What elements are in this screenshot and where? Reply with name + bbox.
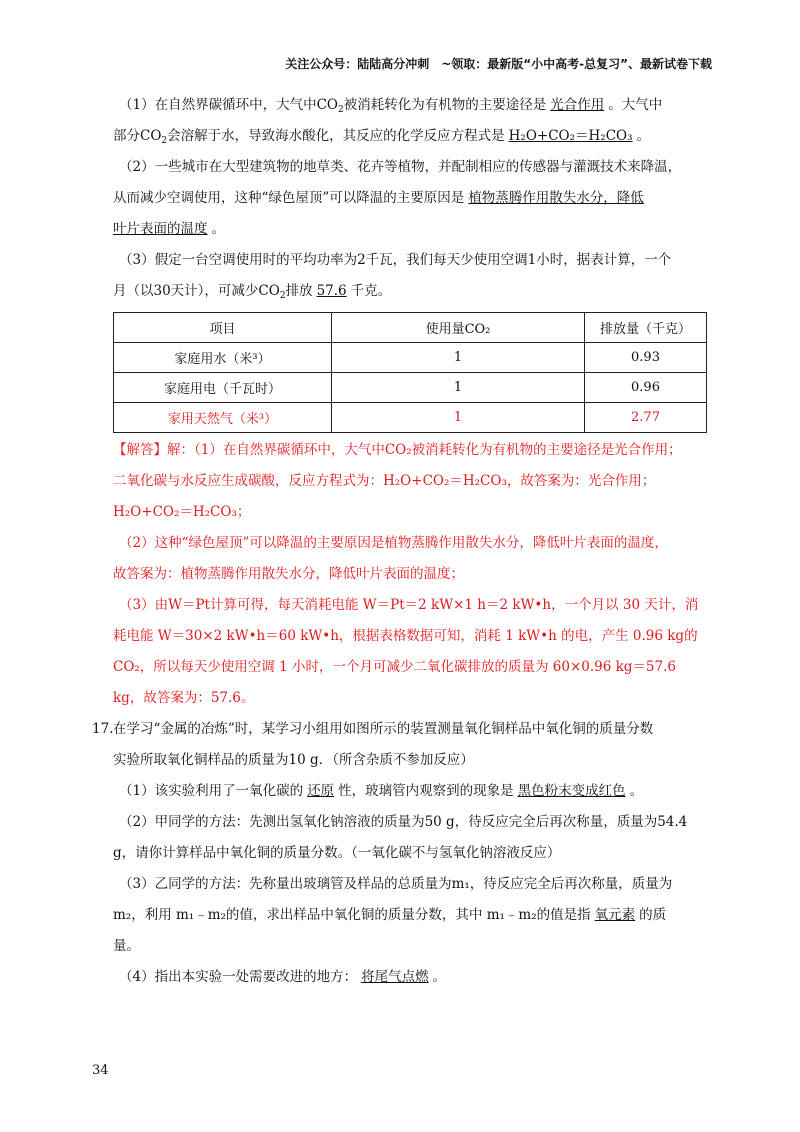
- answer-line: kg，故答案为：57.6。: [113, 690, 255, 706]
- q16-part2-line1: （2）一些城市在大型建筑物的地草类、花卉等植物，并配制相应的传感器与灌溉技术来降温，: [119, 159, 682, 175]
- table-cell: 1: [332, 343, 585, 373]
- table-header-row: [114, 313, 707, 343]
- answer-line: 故答案为：植物蒸腾作用散失水分，降低叶片表面的温度；: [113, 566, 464, 582]
- q16-text: 会溶解于水，导致海水酸化，其反应的化学反应方程式是: [167, 128, 505, 144]
- q17-part3-line2: [113, 905, 707, 925]
- answer-blank: 氧元素: [594, 907, 636, 923]
- answer-line: CO₂，所以每天少使用空调 1 小时，一个月可减少二氧化碳排放的质量为 60×0.96 kg＝57.6: [113, 659, 676, 675]
- q17-line2: 实验所取氧化铜样品的质量为10 g．（所含杂质不参加反应）: [113, 752, 474, 768]
- q16-text: （1）在自然界碳循环中，大气中CO: [119, 97, 338, 113]
- q17-part4: [113, 967, 707, 987]
- q16-part2-line2: [113, 188, 707, 208]
- emission-table: [113, 312, 707, 433]
- answer-blank: 植物蒸腾作用散失水分，降低: [468, 190, 644, 206]
- q17-text: 在学习“金属的冶炼”时，某学习小组用如图所示的装置测量氧化铜样品中氧化铜的质量分数: [113, 721, 654, 737]
- q17-part1: [113, 781, 707, 801]
- answer-blank: 叶片表面的温度: [113, 221, 208, 237]
- q16-text: 千克。: [350, 283, 392, 299]
- q16-part3-line1: （3）假定一台空调使用时的平均功率为2千瓦，我们每天少使用空调1小时，据表计算，一个: [119, 252, 672, 268]
- answer-blank: 57.6: [316, 283, 347, 299]
- q17-part2-line1: （2）甲同学的方法：先测出氢氧化钠溶液的质量为50 g，待反应完全后再次称量，质量为54.4: [119, 814, 688, 830]
- answer-line: 二氧化碳与水反应生成碳酸，反应方程式为：H₂O+CO₂＝H₂CO₃，故答案为：光合作用；: [113, 473, 656, 489]
- q17-text: （4）指出本实验一处需要改进的地方：: [119, 969, 358, 985]
- answer-blank: 黑色粉末变成红色: [517, 783, 626, 799]
- q17-text: 性，玻璃管内观察到的现象是: [338, 783, 514, 799]
- table-cell: 家用天然气（米³）: [114, 403, 332, 433]
- q17-text: （1）该实验利用了一氧化碳的: [119, 783, 304, 799]
- q16-text: 月（以30天计），可减少CO: [113, 283, 280, 299]
- table-row: [114, 373, 707, 403]
- table-header-cell: 项目: [114, 313, 332, 343]
- q17-text: m₂，利用 m₁﹣m₂的值，求出样品中氧化铜的质量分数，其中 m₁﹣m₂的值是指: [113, 907, 591, 923]
- table-header-cell: 排放量（千克）: [585, 313, 707, 343]
- answer-blank: H₂O+CO₂＝H₂CO₃: [508, 128, 633, 144]
- q17-text: 的质: [639, 907, 667, 923]
- page-header: 关注公众号：陆陆高分冲刺 ~领取：最新版“小中高考-总复习”、最新试卷下载: [285, 57, 712, 71]
- table-row: [114, 343, 707, 373]
- q16-part1-line2: 部分$CO_2$会溶解于水，导致海水酸化，其反应的化学反应方程式是 H₂O+CO₂＝H₂CO₃ 。: [113, 128, 651, 146]
- q17-part2-line2: g，请你计算样品中氧化铜的质量分数。（一氧化碳不与氢氧化钠溶液反应）: [113, 845, 561, 861]
- q16-part1-line1: （1）在自然界碳循环中，大气中$CO_2$被消耗转化为有机物的主要途径是 光合作用 。大气中: [119, 97, 663, 115]
- q16-text: 排放: [285, 283, 313, 299]
- q16-text: 。: [636, 128, 651, 144]
- q16-part3-line2: 月（以30天计），可减少$CO_2$排放 57.6 千克。: [113, 283, 392, 301]
- answer-blank: 光合作用: [550, 97, 605, 113]
- page-number: 34: [92, 1063, 109, 1078]
- q17-text: 。: [629, 783, 644, 799]
- answer-line: （3）由W＝Pt计算可得，每天消耗电能 W＝Pt＝2 kW×1 h＝2 kW•h，一个月以 30 天计，消: [119, 597, 699, 613]
- q16-text: 被消耗转化为有机物的主要途径是: [343, 97, 547, 113]
- table-cell: 0.96: [585, 373, 707, 403]
- q16-part2-line3: [113, 219, 707, 239]
- question-number: 17.: [92, 721, 114, 737]
- table-header-cell: 使用量CO₂: [332, 313, 585, 343]
- q17-part3-line3: 量。: [113, 938, 140, 954]
- q17-part3-line1: （3）乙同学的方法：先称量出玻璃管及样品的总质量为m₁，待反应完全后再次称量，质量为: [119, 876, 673, 892]
- page-content: [92, 95, 707, 998]
- q17-line1: [92, 719, 707, 739]
- q16-text: 。: [211, 221, 225, 237]
- answer-line: 【解答】解：（1）在自然界碳循环中，大气中CO₂被消耗转化为有机物的主要途径是光合作用；: [113, 442, 682, 458]
- table-cell: 家庭用电（千瓦时）: [114, 373, 332, 403]
- answer-line: 耗电能 W＝30×2 kW•h＝60 kW•h，根据表格数据可知，消耗 1 kW•h 的电，产生 0.96 kg的: [113, 628, 698, 644]
- q16-text: 。大气中: [608, 97, 663, 113]
- table-cell: 1: [332, 373, 585, 403]
- answer-section: [113, 440, 707, 708]
- answer-blank: 将尾气点燃: [361, 969, 429, 985]
- q16-text: 部分CO: [113, 128, 162, 144]
- table-row: [114, 403, 707, 433]
- table-cell: 2.77: [585, 403, 707, 433]
- answer-line: （2）这种“绿色屋顶”可以降温的主要原因是植物蒸腾作用散失水分，降低叶片表面的温度，: [119, 535, 668, 551]
- table-cell: 1: [332, 403, 585, 433]
- q16-text: 从而减少空调使用，这种“绿色屋顶”可以降温的主要原因是: [113, 190, 465, 206]
- q17-text: 。: [432, 969, 447, 985]
- answer-blank: 还原: [307, 783, 335, 799]
- table-cell: 家庭用水（米³）: [114, 343, 332, 373]
- answer-line: H₂O+CO₂＝H₂CO₃；: [113, 504, 251, 520]
- table-cell: 0.93: [585, 343, 707, 373]
